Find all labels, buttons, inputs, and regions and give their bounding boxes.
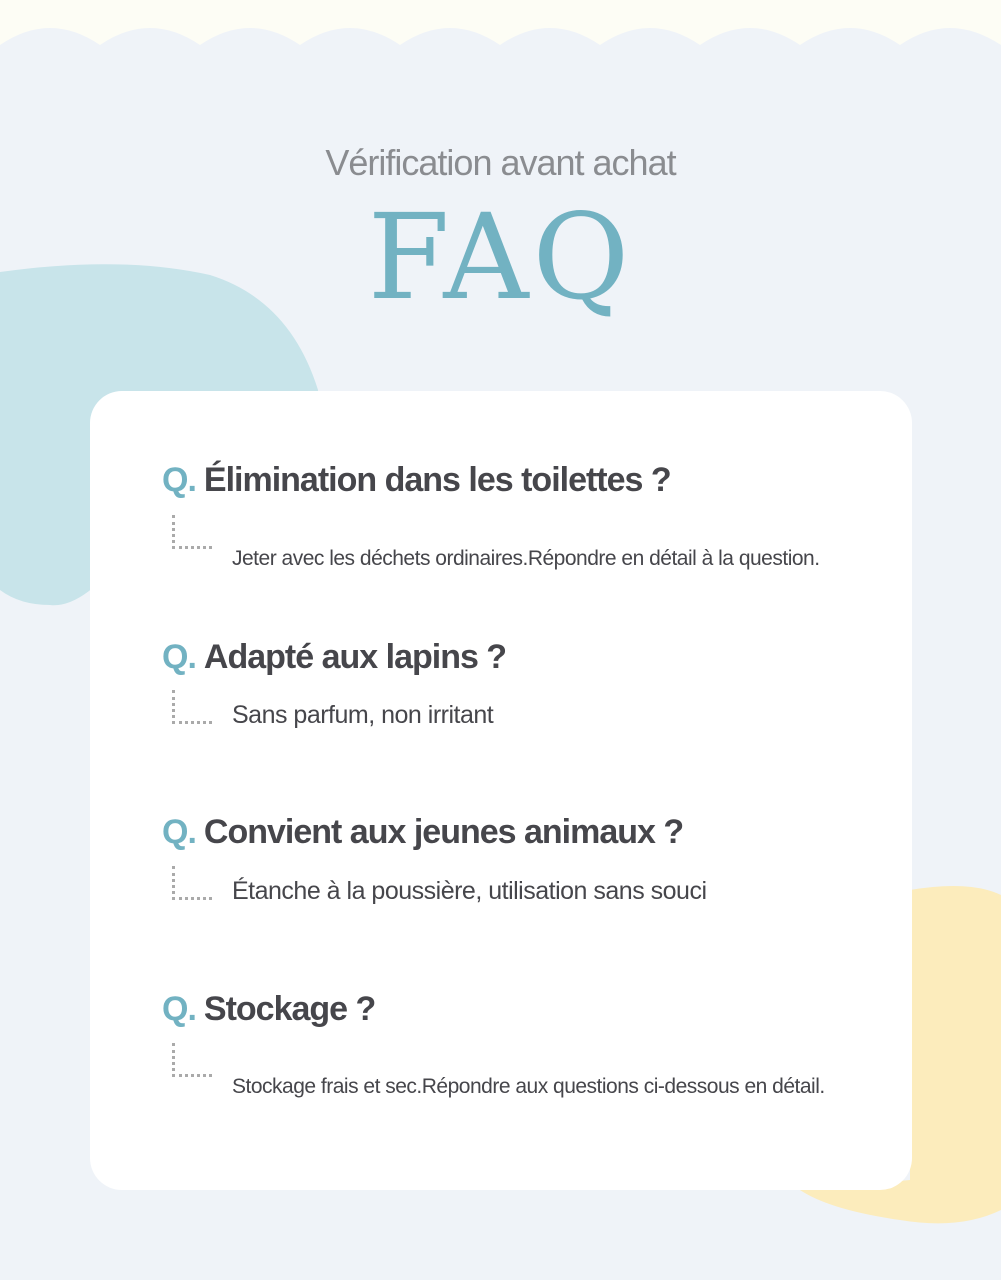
bracket-icon	[172, 866, 212, 900]
question-text: Convient aux jeunes animaux ?	[203, 813, 684, 851]
faq-question	[162, 990, 375, 1029]
question-text: Élimination dans les toilettes ?	[203, 461, 671, 499]
question-text: Adapté aux lapins ?	[203, 638, 507, 676]
faq-question	[162, 638, 506, 677]
page-subtitle: Vérification avant achat	[325, 142, 676, 183]
q-prefix: Q.	[162, 813, 196, 851]
wave-border	[0, 0, 1001, 60]
bracket-icon	[172, 690, 212, 724]
faq-question	[162, 813, 683, 852]
q-prefix: Q.	[162, 990, 196, 1028]
faq-question	[162, 461, 671, 500]
faq-answer: Étanche à la poussière, utilisation sans souci	[232, 877, 707, 905]
q-prefix: Q.	[162, 461, 196, 499]
faq-item	[162, 461, 820, 570]
q-prefix: Q.	[162, 638, 196, 676]
faq-item	[162, 990, 825, 1098]
faq-answer: Jeter avec les déchets ordinaires.Répondre en détail à la question.	[232, 547, 820, 570]
faq-item	[162, 813, 707, 905]
bracket-icon	[172, 515, 212, 549]
faq-item	[162, 638, 507, 729]
bracket-icon	[172, 1043, 212, 1077]
faq-answer: Stockage frais et sec.Répondre aux questions ci-dessous en détail.	[232, 1075, 825, 1098]
page-title: FAQ	[367, 188, 634, 326]
question-text: Stockage ?	[203, 990, 376, 1028]
faq-answer: Sans parfum, non irritant	[232, 701, 494, 729]
faq-card	[90, 391, 912, 1190]
